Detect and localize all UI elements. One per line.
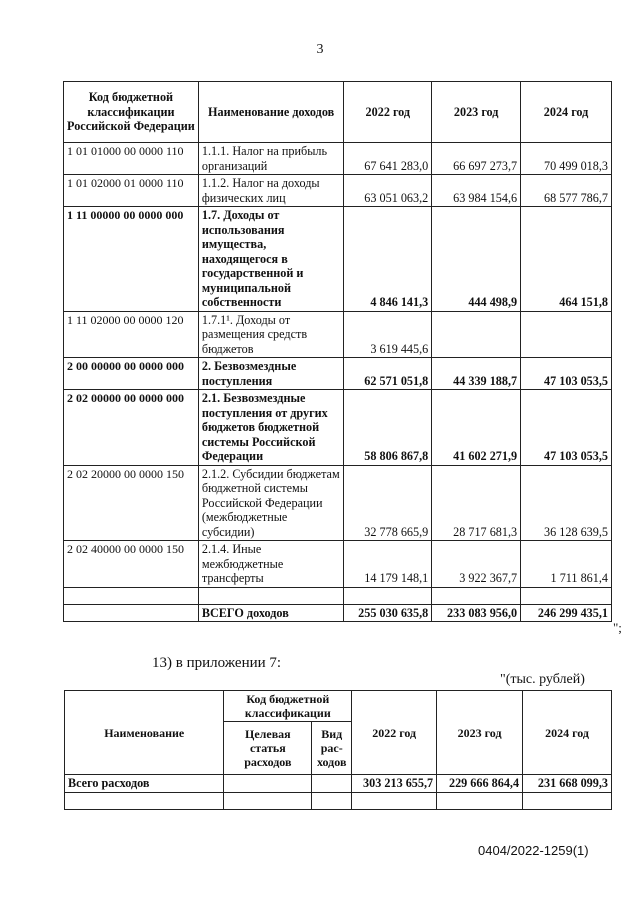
expense-empty-row <box>65 792 612 809</box>
row-value-2022 <box>344 587 432 604</box>
total-2023: 233 083 956,0 <box>432 604 521 622</box>
row-name: 1.7. Доходы от использования имущества, находящегося в государственной и муниципальной собственности <box>198 207 344 312</box>
expense-total-2023: 229 666 864,4 <box>437 775 523 793</box>
expense-total-2024: 231 668 099,3 <box>523 775 612 793</box>
row-value-2022: 14 179 148,1 <box>344 541 432 588</box>
row-value-2022: 67 641 283,0 <box>344 143 432 175</box>
expense-header-row-1 <box>65 691 612 722</box>
table-row <box>64 207 612 312</box>
table-row <box>64 541 612 588</box>
row-value-2024: 36 128 639,5 <box>521 465 612 541</box>
row-code: 1 11 02000 00 0000 120 <box>64 311 199 358</box>
row-value-2024: 68 577 786,7 <box>521 175 612 207</box>
row-code: 2 02 00000 00 0000 000 <box>64 390 199 466</box>
income-total-row <box>64 604 612 622</box>
row-value-2024: 47 103 053,5 <box>521 358 612 390</box>
row-value-2022: 32 778 665,9 <box>344 465 432 541</box>
header-2022: 2022 год <box>344 82 432 143</box>
expense-empty-cell <box>312 792 352 809</box>
row-code <box>64 587 199 604</box>
expense-empty-cell <box>65 792 224 809</box>
page-number: 3 <box>316 42 324 57</box>
row-name: 1.7.1¹. Доходы от размещения средств бюджетов <box>198 311 344 358</box>
row-value-2023: 66 697 273,7 <box>432 143 521 175</box>
row-value-2022: 62 571 051,8 <box>344 358 432 390</box>
row-code: 2 02 20000 00 0000 150 <box>64 465 199 541</box>
expense-total-label: Всего расходов <box>65 775 224 793</box>
row-name <box>198 587 344 604</box>
row-value-2022: 3 619 445,6 <box>344 311 432 358</box>
expense-table <box>64 690 612 810</box>
header-code: Код бюджетной классификации Российской Федерации <box>64 82 199 143</box>
expense-header-2023: 2023 год <box>437 691 523 775</box>
row-value-2022: 58 806 867,8 <box>344 390 432 466</box>
row-code: 1 01 01000 00 0000 110 <box>64 143 199 175</box>
row-value-2023: 3 922 367,7 <box>432 541 521 588</box>
table-row <box>64 358 612 390</box>
row-value-2024: 1 711 861,4 <box>521 541 612 588</box>
header-2023: 2023 год <box>432 82 521 143</box>
row-name: 2.1. Безвозмездные поступления от других бюджетов бюджетной системы Российской Федерации <box>198 390 344 466</box>
row-name: 1.1.2. Налог на доходы физических лиц <box>198 175 344 207</box>
expense-empty-cell <box>523 792 612 809</box>
units-label: "(тыс. рублей) <box>500 672 585 687</box>
header-name: Наименование доходов <box>198 82 344 143</box>
row-code: 1 01 02000 01 0000 110 <box>64 175 199 207</box>
row-value-2023: 63 984 154,6 <box>432 175 521 207</box>
row-value-2024: 70 499 018,3 <box>521 143 612 175</box>
expense-header-target: Целевая статья расходов <box>224 722 312 775</box>
row-value-2024: 464 151,8 <box>521 207 612 312</box>
expense-total-kind <box>312 775 352 793</box>
header-2024: 2024 год <box>521 82 612 143</box>
row-value-2024: 47 103 053,5 <box>521 390 612 466</box>
row-code: 2 02 40000 00 0000 150 <box>64 541 199 588</box>
row-value-2023: 41 602 271,9 <box>432 390 521 466</box>
income-table-header <box>64 82 612 143</box>
total-label: ВСЕГО доходов <box>198 604 344 622</box>
expense-total-row <box>65 775 612 793</box>
row-value-2024 <box>521 311 612 358</box>
row-code: 2 00 00000 00 0000 000 <box>64 358 199 390</box>
closing-quote: "; <box>613 620 622 635</box>
total-2024: 246 299 435,1 <box>521 604 612 622</box>
row-value-2023: 28 717 681,3 <box>432 465 521 541</box>
table-row <box>64 587 612 604</box>
table-row <box>64 175 612 207</box>
row-value-2022: 63 051 063,2 <box>344 175 432 207</box>
expense-total-target <box>224 775 312 793</box>
expense-empty-cell <box>352 792 437 809</box>
table-row <box>64 465 612 541</box>
expense-header-2024: 2024 год <box>523 691 612 775</box>
expense-header-kind: Вид рас-ходов <box>312 722 352 775</box>
table-row <box>64 143 612 175</box>
row-name: 1.1.1. Налог на прибыль организаций <box>198 143 344 175</box>
document-id: 0404/2022-1259(1) <box>478 843 589 858</box>
income-table <box>63 81 612 622</box>
table-row <box>64 390 612 466</box>
expense-total-2022: 303 213 655,7 <box>352 775 437 793</box>
row-value-2023: 444 498,9 <box>432 207 521 312</box>
row-name: 2.1.2. Субсидии бюджетам бюджетной системы Российской Федерации (межбюджетные субсидии) <box>198 465 344 541</box>
total-2022: 255 030 635,8 <box>344 604 432 622</box>
total-code <box>64 604 199 622</box>
row-value-2023 <box>432 587 521 604</box>
row-name: 2. Безвозмездные поступления <box>198 358 344 390</box>
row-value-2023 <box>432 311 521 358</box>
row-code: 1 11 00000 00 0000 000 <box>64 207 199 312</box>
expense-empty-cell <box>437 792 523 809</box>
expense-empty-cell <box>224 792 312 809</box>
section-intro: 13) в приложении 7: <box>152 655 282 671</box>
row-value-2024 <box>521 587 612 604</box>
expense-header-code-group: Код бюджетной классификации <box>224 691 352 722</box>
expense-header-name: Наименование <box>65 691 224 775</box>
row-value-2022: 4 846 141,3 <box>344 207 432 312</box>
row-value-2023: 44 339 188,7 <box>432 358 521 390</box>
expense-header-2022: 2022 год <box>352 691 437 775</box>
row-name: 2.1.4. Иные межбюджетные трансферты <box>198 541 344 588</box>
table-row <box>64 311 612 358</box>
